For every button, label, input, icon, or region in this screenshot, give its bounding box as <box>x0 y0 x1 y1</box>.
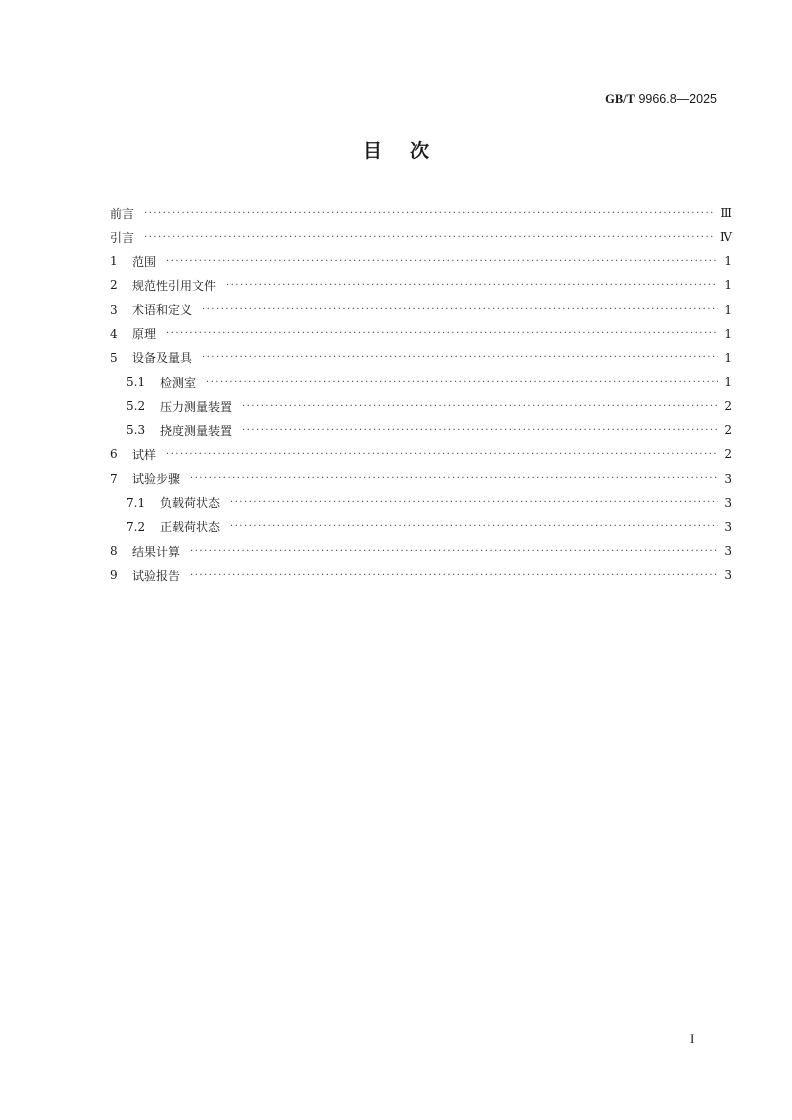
toc-entry-number: 8 <box>110 544 118 559</box>
toc-entry-number: 1 <box>110 254 118 269</box>
toc-entry-page: 1 <box>724 302 732 317</box>
toc-entry[interactable] <box>110 225 732 249</box>
toc-entry-label: 负载荷状态 <box>160 496 221 511</box>
toc-dot-leader <box>166 256 718 267</box>
toc-entry[interactable] <box>110 418 732 442</box>
toc-entry-number: 9 <box>110 568 118 583</box>
toc-entry-label: 设备及量具 <box>132 351 193 366</box>
toc-entry-label: 检测室 <box>160 375 197 390</box>
toc-entry-number: 5.2 <box>126 399 146 414</box>
standard-number: 9966.8—2025 <box>638 92 717 106</box>
toc-entry[interactable] <box>110 394 732 418</box>
toc-entry[interactable] <box>110 201 732 225</box>
toc-dot-leader <box>206 377 718 388</box>
toc-entry-page: Ⅲ <box>720 206 732 221</box>
toc-entry-label: 原理 <box>132 327 157 342</box>
toc-entry[interactable] <box>110 442 732 466</box>
toc-entry-number: 7 <box>110 471 118 486</box>
toc-entry-page: 3 <box>724 495 732 510</box>
toc-entry-label: 正载荷状态 <box>160 520 221 535</box>
page-number: I <box>690 1031 695 1046</box>
toc-dot-leader <box>166 328 718 339</box>
toc-entry-number: 7.1 <box>126 495 146 510</box>
toc-entry-page: 3 <box>724 519 732 534</box>
toc-dot-leader <box>190 473 718 484</box>
toc-dot-leader <box>190 546 718 557</box>
toc-dot-leader <box>226 280 718 291</box>
toc-entry-label: 挠度测量装置 <box>160 423 233 438</box>
toc-entry-page: 2 <box>724 399 732 414</box>
toc-dot-leader <box>230 497 718 508</box>
standard-prefix: GB/T <box>605 92 635 106</box>
table-of-contents <box>110 201 732 587</box>
toc-entry-page: 1 <box>724 254 732 269</box>
toc-entry[interactable] <box>110 539 732 563</box>
toc-entry-label: 规范性引用文件 <box>132 278 217 293</box>
toc-entry-page: 1 <box>724 350 732 365</box>
toc-entry[interactable] <box>110 370 732 394</box>
toc-entry-number: 5 <box>110 350 118 365</box>
toc-entry[interactable] <box>110 249 732 273</box>
toc-dot-leader <box>144 208 714 219</box>
toc-entry-number: 2 <box>110 278 118 293</box>
toc-entry-page: Ⅳ <box>720 230 732 245</box>
toc-entry-page: 3 <box>724 544 732 559</box>
toc-dot-leader <box>230 521 718 532</box>
toc-entry-page: 3 <box>724 568 732 583</box>
toc-entry-label: 范围 <box>132 254 157 269</box>
toc-dot-leader <box>202 304 718 315</box>
toc-dot-leader <box>144 232 714 243</box>
toc-entry-number: 7.2 <box>126 519 146 534</box>
toc-entry[interactable] <box>110 563 732 587</box>
toc-entry-label: 试样 <box>132 447 157 462</box>
toc-entry-label: 引言 <box>110 230 135 245</box>
toc-dot-leader <box>190 570 718 581</box>
toc-entry-number: 6 <box>110 447 118 462</box>
toc-entry-number: 4 <box>110 326 118 341</box>
toc-entry-number: 3 <box>110 302 118 317</box>
toc-entry-label: 术语和定义 <box>132 303 193 318</box>
toc-entry[interactable] <box>110 273 732 297</box>
toc-entry-number: 5.3 <box>126 423 146 438</box>
toc-entry-label: 试验步骤 <box>132 472 181 487</box>
toc-dot-leader <box>166 449 718 460</box>
toc-entry-page: 2 <box>724 423 732 438</box>
toc-entry-label: 结果计算 <box>132 544 181 559</box>
standard-code <box>560 92 717 107</box>
toc-entry[interactable] <box>110 346 732 370</box>
toc-entry-page: 1 <box>724 375 732 390</box>
toc-entry[interactable] <box>110 515 732 539</box>
page-title: 目次 <box>362 140 457 162</box>
toc-entry-page: 1 <box>724 278 732 293</box>
toc-entry-page: 3 <box>724 471 732 486</box>
toc-entry-label: 试验报告 <box>132 568 181 583</box>
toc-entry[interactable] <box>110 322 732 346</box>
toc-entry-page: 2 <box>724 447 732 462</box>
toc-entry-label: 前言 <box>110 206 135 221</box>
toc-dot-leader <box>242 425 718 436</box>
toc-entry-page: 1 <box>724 326 732 341</box>
toc-entry[interactable] <box>110 467 732 491</box>
toc-entry-label: 压力测量装置 <box>160 399 233 414</box>
toc-entry[interactable] <box>110 298 732 322</box>
toc-entry[interactable] <box>110 491 732 515</box>
toc-entry-number: 5.1 <box>126 375 146 390</box>
toc-dot-leader <box>202 352 718 363</box>
toc-dot-leader <box>242 401 718 412</box>
